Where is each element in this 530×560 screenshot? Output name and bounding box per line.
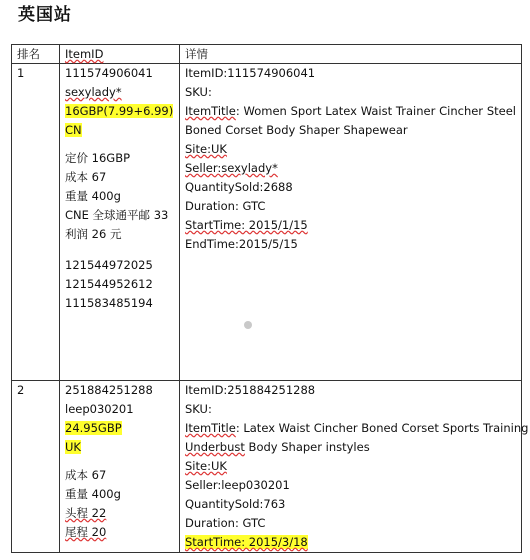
detail-start-time: StartTime: 2015/1/15 <box>185 218 308 232</box>
table-header-row <box>12 45 522 64</box>
detail-seller: Seller:leep030201 <box>185 478 290 492</box>
detail-quantity-sold: QuantitySold:2688 <box>185 180 293 194</box>
detail-start-time: StartTime: 2015/3/18 <box>185 535 308 549</box>
detail-quantity-sold: QuantitySold:763 <box>185 497 286 511</box>
item-id: 111574906041 <box>65 66 153 80</box>
shipping: CNE 全球通平邮 33 <box>65 208 169 222</box>
detail-item-title-cont: Underbust Body Shaper instyles <box>185 440 370 454</box>
detail-site: Site:UK <box>185 459 227 473</box>
detail-itemid: ItemID:251884251288 <box>185 383 316 397</box>
seller-name: leep030201 <box>65 402 134 416</box>
page-title: 英国站 <box>18 5 72 25</box>
details-cell <box>180 381 529 553</box>
cost: 成本 67 <box>65 468 107 482</box>
detail-sku: SKU: <box>185 402 212 416</box>
cost: 成本 67 <box>65 170 107 184</box>
related-item-id: 111583485194 <box>65 296 153 310</box>
related-item-id: 121544972025 <box>65 258 153 272</box>
price: 16GBP(7.99+6.99) <box>65 104 174 118</box>
listing-table <box>11 44 529 553</box>
detail-duration: Duration: GTC <box>185 516 266 530</box>
detail-duration: Duration: GTC <box>185 199 266 213</box>
first-leg-shipping: 头程 22 <box>65 506 107 520</box>
weight: 重量 400g <box>65 189 121 203</box>
cursor-dot-icon <box>244 321 252 329</box>
detail-item-title-cont: Boned Corset Body Shaper Shapewear <box>185 123 408 137</box>
origin: UK <box>65 440 81 454</box>
related-item-id: 121544952612 <box>65 277 153 291</box>
rank-cell: 1 <box>12 64 60 381</box>
detail-item-title: ItemTitle: Latex Waist Cincher Boned Corset Sports Training <box>185 421 529 435</box>
last-leg-shipping: 尾程 20 <box>65 525 107 539</box>
detail-seller: Seller:sexylady* <box>185 161 278 175</box>
item-id: 251884251288 <box>65 383 153 397</box>
weight: 重量 400g <box>65 487 121 501</box>
detail-sku: SKU: <box>185 85 212 99</box>
price: 24.95GBP <box>65 421 122 435</box>
detail-itemid: ItemID:111574906041 <box>185 66 316 80</box>
seller-name: sexylady* <box>65 85 122 99</box>
itemid-cell <box>60 381 180 553</box>
detail-end-time: EndTime:2015/5/15 <box>185 237 298 251</box>
table-row <box>12 64 522 381</box>
itemid-cell <box>60 64 180 381</box>
details-cell <box>180 64 522 381</box>
detail-site: Site:UK <box>185 142 227 156</box>
origin: CN <box>65 123 82 137</box>
profit: 利润 26 元 <box>65 227 122 241</box>
table-row <box>12 381 522 553</box>
header-rank: 排名 <box>12 45 60 64</box>
list-price: 定价 16GBP <box>65 151 131 165</box>
header-itemid: ItemID <box>60 45 180 64</box>
detail-item-title: ItemTitle: Women Sport Latex Waist Trainer Cincher Steel <box>185 104 516 118</box>
header-details: 详情 <box>180 45 522 64</box>
rank-cell: 2 <box>12 381 60 553</box>
